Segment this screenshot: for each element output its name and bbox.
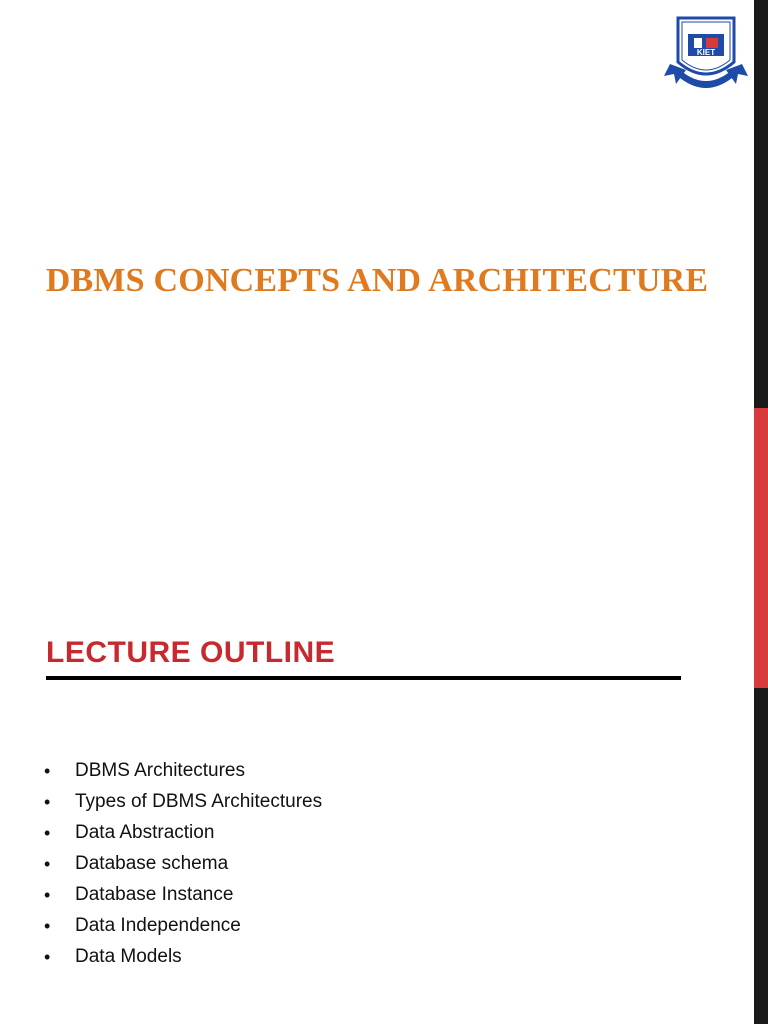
title-slide xyxy=(0,0,754,408)
list-item xyxy=(44,911,322,942)
list-item-text: Data Independence xyxy=(75,915,241,936)
list-item-text: Data Models xyxy=(75,946,182,967)
bullet-icon: • xyxy=(44,823,51,843)
bullet-icon: • xyxy=(44,885,51,905)
bullet-icon: • xyxy=(44,947,51,967)
list-item-text: Types of DBMS Architectures xyxy=(75,791,323,812)
list-item xyxy=(44,849,322,880)
slide-edge-bar-lower xyxy=(754,688,768,1024)
outline-list xyxy=(44,756,322,973)
list-item xyxy=(44,818,322,849)
kiet-logo xyxy=(664,12,748,92)
list-item-text: Data Abstraction xyxy=(75,822,215,843)
list-item xyxy=(44,756,322,787)
presentation-title: DBMS CONCEPTS AND ARCHITECTURE xyxy=(45,262,709,299)
outline-heading: LECTURE OUTLINE xyxy=(46,636,336,669)
list-item xyxy=(44,942,322,973)
list-item-text: Database schema xyxy=(75,853,229,874)
outline-slide xyxy=(0,408,754,1024)
heading-underline xyxy=(46,676,681,680)
bullet-icon: • xyxy=(44,761,51,781)
list-item xyxy=(44,880,322,911)
accent-bar xyxy=(754,408,768,688)
bullet-icon: • xyxy=(44,792,51,812)
list-item-text: DBMS Architectures xyxy=(75,760,245,781)
bullet-icon: • xyxy=(44,916,51,936)
logo-text: KIET xyxy=(696,48,716,57)
slide-edge-bar xyxy=(754,0,768,408)
list-item xyxy=(44,787,322,818)
list-item-text: Database Instance xyxy=(75,884,234,905)
bullet-icon: • xyxy=(44,854,51,874)
